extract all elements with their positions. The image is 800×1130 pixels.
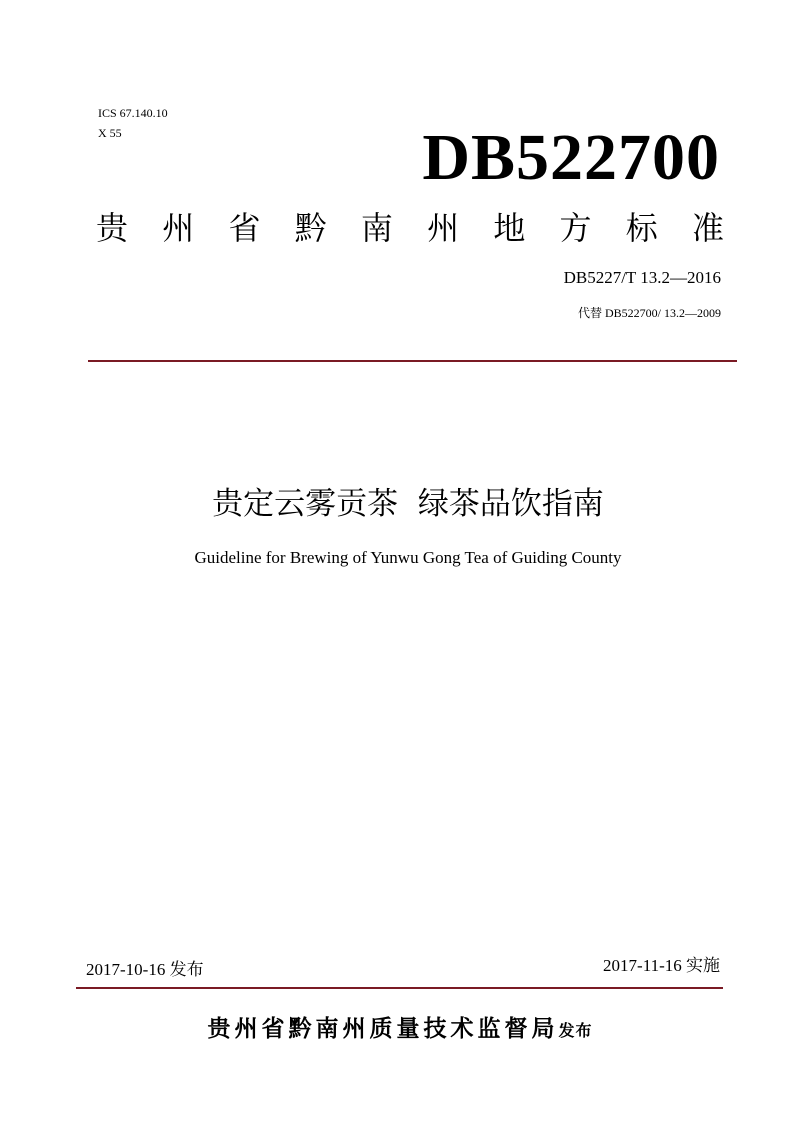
standard-type xyxy=(96,206,724,250)
top-divider xyxy=(88,360,737,362)
issuer-line xyxy=(0,1010,800,1043)
standard-number: DB5227/T 13.2—2016 xyxy=(563,268,721,287)
implementation-date: 2017-11-16 实施 xyxy=(603,956,720,975)
standard-type-char: 州 xyxy=(162,209,195,247)
issuer-suffix: 发布 xyxy=(558,1021,593,1040)
title-english: Guideline for Brewing of Yunwu Gong Tea of Guiding County xyxy=(194,548,622,567)
standard-type-char: 南 xyxy=(360,209,393,247)
ics-code: ICS 67.140.10 xyxy=(98,106,168,120)
standard-type-char: 黔 xyxy=(294,209,327,247)
standard-type-char: 标 xyxy=(625,209,658,247)
title-chinese: 贵定云雾贡茶 绿茶品饮指南 xyxy=(212,486,604,522)
standard-type-char: 地 xyxy=(493,209,526,247)
standard-type-char: 贵 xyxy=(96,209,129,247)
issuer-name: 贵州省黔南州质量技术监督局 xyxy=(207,1016,559,1042)
replaces-note: 代替 DB522700/ 13.2—2009 xyxy=(577,306,721,320)
class-code: X 55 xyxy=(98,126,122,140)
standard-type-char: 州 xyxy=(427,209,460,247)
standard-type-char: 准 xyxy=(691,209,724,247)
bottom-divider xyxy=(76,987,723,989)
issue-date: 2017-10-16 发布 xyxy=(86,960,204,979)
db-code: DB522700 xyxy=(422,121,720,194)
classification-codes xyxy=(98,103,168,143)
standard-type-char: 方 xyxy=(559,209,592,247)
standard-type-char: 省 xyxy=(228,209,261,247)
